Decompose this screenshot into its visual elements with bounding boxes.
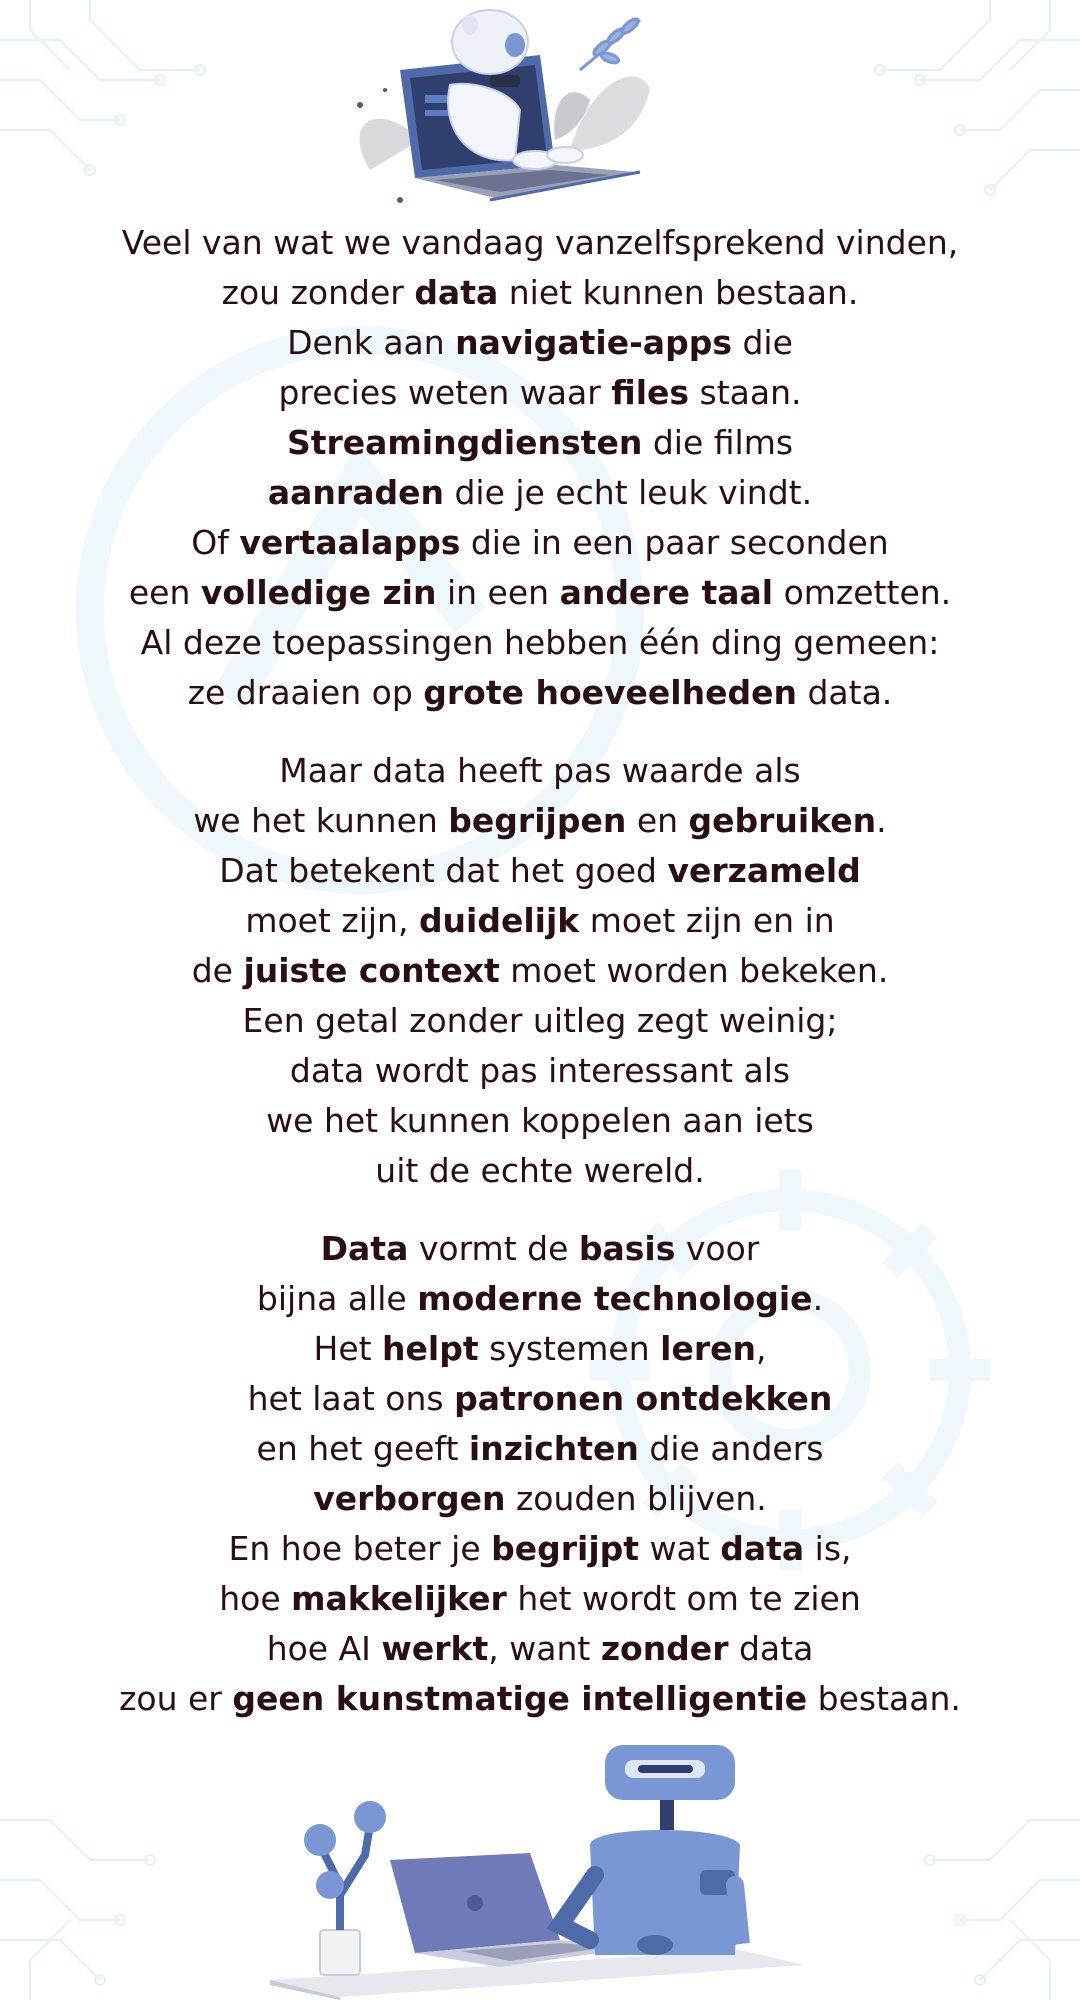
text-segment: , want: [488, 1629, 601, 1668]
bold-keyword: verborgen: [313, 1479, 506, 1518]
bold-keyword: begrijpen: [448, 801, 627, 840]
text-line: [40, 618, 1040, 668]
text-line: [40, 1096, 1040, 1146]
text-segment: .: [812, 1279, 824, 1318]
text-segment: een: [128, 573, 201, 612]
robot-laptop-illustration: [340, 0, 700, 215]
text-segment: data: [728, 1629, 814, 1668]
bold-keyword: patronen ontdekken: [454, 1379, 833, 1418]
text-line: [40, 1146, 1040, 1196]
paragraph-intro: [40, 218, 1040, 718]
bold-keyword: inzichten: [468, 1429, 639, 1468]
text-segment: die: [731, 323, 793, 362]
bold-keyword: vertaalapps: [239, 523, 461, 562]
text-segment: En hoe beter je: [228, 1529, 492, 1568]
text-segment: moet zijn,: [245, 901, 419, 940]
text-segment: die films: [642, 423, 794, 462]
bold-keyword: andere taal: [559, 573, 774, 612]
bold-keyword: helpt: [382, 1329, 479, 1368]
bold-keyword: files: [611, 373, 690, 412]
bold-keyword: moderne technologie: [417, 1279, 813, 1318]
text-segment: en het geeft: [256, 1429, 469, 1468]
text-segment: ze draaien op: [187, 673, 424, 712]
text-segment: we het kunnen koppelen aan iets: [266, 1101, 814, 1140]
text-segment: Al deze toepassingen hebben één ding gemeen:: [140, 623, 940, 662]
text-segment: die je echt leuk vindt.: [443, 473, 813, 512]
text-segment: en: [626, 801, 689, 840]
bold-keyword: geen kunstmatige intelligentie: [232, 1679, 808, 1718]
text-line: [40, 796, 1040, 846]
text-segment: Veel van wat we vandaag vanzelfsprekend vinden,: [121, 223, 959, 262]
text-line: [40, 1224, 1040, 1274]
text-segment: moet zijn en in: [579, 901, 835, 940]
text-line: [40, 668, 1040, 718]
text-segment: hoe AI: [266, 1629, 382, 1668]
text-line: [40, 1274, 1040, 1324]
text-line: [40, 1574, 1040, 1624]
text-segment: moet worden bekeken.: [499, 951, 889, 990]
circuit-corner-top-right: [875, 0, 1080, 195]
text-segment: Denk aan: [287, 323, 456, 362]
text-line: [40, 368, 1040, 418]
paragraph-data-basis: [40, 1224, 1040, 1724]
circuit-corner-bottom-right: [925, 1820, 1080, 2000]
bold-keyword: aanraden: [267, 473, 444, 512]
bold-keyword: data: [414, 273, 499, 312]
text-segment: die anders: [638, 1429, 824, 1468]
bold-keyword: Data: [320, 1229, 409, 1268]
paragraph-value-of-data: [40, 746, 1040, 1196]
bold-keyword: data: [720, 1529, 805, 1568]
bold-keyword: basis: [578, 1229, 676, 1268]
text-segment: uit de echte wereld.: [375, 1151, 705, 1190]
text-line: [40, 896, 1040, 946]
bold-keyword: zonder: [600, 1629, 729, 1668]
text-segment: zou er: [119, 1679, 233, 1718]
text-line: [40, 218, 1040, 268]
bold-keyword: begrijpt: [491, 1529, 640, 1568]
text-line: [40, 1374, 1040, 1424]
text-segment: omzetten.: [773, 573, 952, 612]
text-line: [40, 1424, 1040, 1474]
text-line: [40, 1046, 1040, 1096]
text-line: [40, 1674, 1040, 1724]
text-line: [40, 1524, 1040, 1574]
bold-keyword: duidelijk: [418, 901, 580, 940]
text-segment: data.: [796, 673, 893, 712]
text-line: [40, 1324, 1040, 1374]
text-segment: Het: [313, 1329, 383, 1368]
text-segment: het laat ons: [247, 1379, 455, 1418]
text-segment: in een: [436, 573, 560, 612]
text-line: [40, 1474, 1040, 1524]
bold-keyword: juiste context: [243, 951, 500, 990]
plant-robot: [304, 1801, 386, 1975]
text-segment: is,: [804, 1529, 852, 1568]
text-segment: .: [876, 801, 887, 840]
bold-keyword: verzameld: [667, 851, 861, 890]
text-line: [40, 318, 1040, 368]
bold-keyword: volledige zin: [200, 573, 437, 612]
text-segment: Een getal zonder uitleg zegt weinig;: [242, 1001, 838, 1040]
text-segment: zou zonder: [221, 273, 415, 312]
text-segment: Dat betekent dat het goed: [219, 851, 668, 890]
text-line: [40, 518, 1040, 568]
bold-keyword: leren: [660, 1329, 756, 1368]
text-line: [40, 418, 1040, 468]
text-line: [40, 268, 1040, 318]
text-segment: die in een paar seconden: [460, 523, 889, 562]
text-segment: wat: [639, 1529, 721, 1568]
bold-keyword: Streamingdiensten: [286, 423, 643, 462]
circuit-corner-bottom-left: [0, 1820, 155, 2000]
text-segment: Of: [191, 523, 240, 562]
text-segment: zouden blijven.: [505, 1479, 767, 1518]
bold-keyword: makkelijker: [291, 1579, 507, 1618]
text-segment: we het kunnen: [193, 801, 449, 840]
circuit-corner-top-left: [0, 0, 205, 175]
text-line: [40, 946, 1040, 996]
robot-desk-illustration: [260, 1735, 820, 2000]
bold-keyword: grote hoeveelheden: [423, 673, 797, 712]
text-line: [40, 468, 1040, 518]
text-segment: bijna alle: [256, 1279, 418, 1318]
text-segment: vormt de: [408, 1229, 579, 1268]
text-segment: niet kunnen bestaan.: [498, 273, 859, 312]
text-segment: ,: [755, 1329, 767, 1368]
text-segment: bestaan.: [807, 1679, 961, 1718]
bold-keyword: werkt: [381, 1629, 489, 1668]
text-line: [40, 996, 1040, 1046]
text-segment: staan.: [689, 373, 802, 412]
text-segment: data wordt pas interessant als: [289, 1051, 791, 1090]
text-segment: voor: [675, 1229, 760, 1268]
bold-keyword: navigatie-apps: [455, 323, 732, 362]
text-line: [40, 1624, 1040, 1674]
text-segment: systemen: [478, 1329, 661, 1368]
text-segment: de: [191, 951, 244, 990]
text-line: [40, 746, 1040, 796]
bold-keyword: gebruiken: [688, 801, 877, 840]
text-segment: hoe: [219, 1579, 292, 1618]
text-line: [40, 568, 1040, 618]
text-line: [40, 846, 1040, 896]
text-segment: Maar data heeft pas waarde als: [279, 751, 801, 790]
text-segment: het wordt om te zien: [506, 1579, 861, 1618]
text-segment: precies weten waar: [278, 373, 612, 412]
